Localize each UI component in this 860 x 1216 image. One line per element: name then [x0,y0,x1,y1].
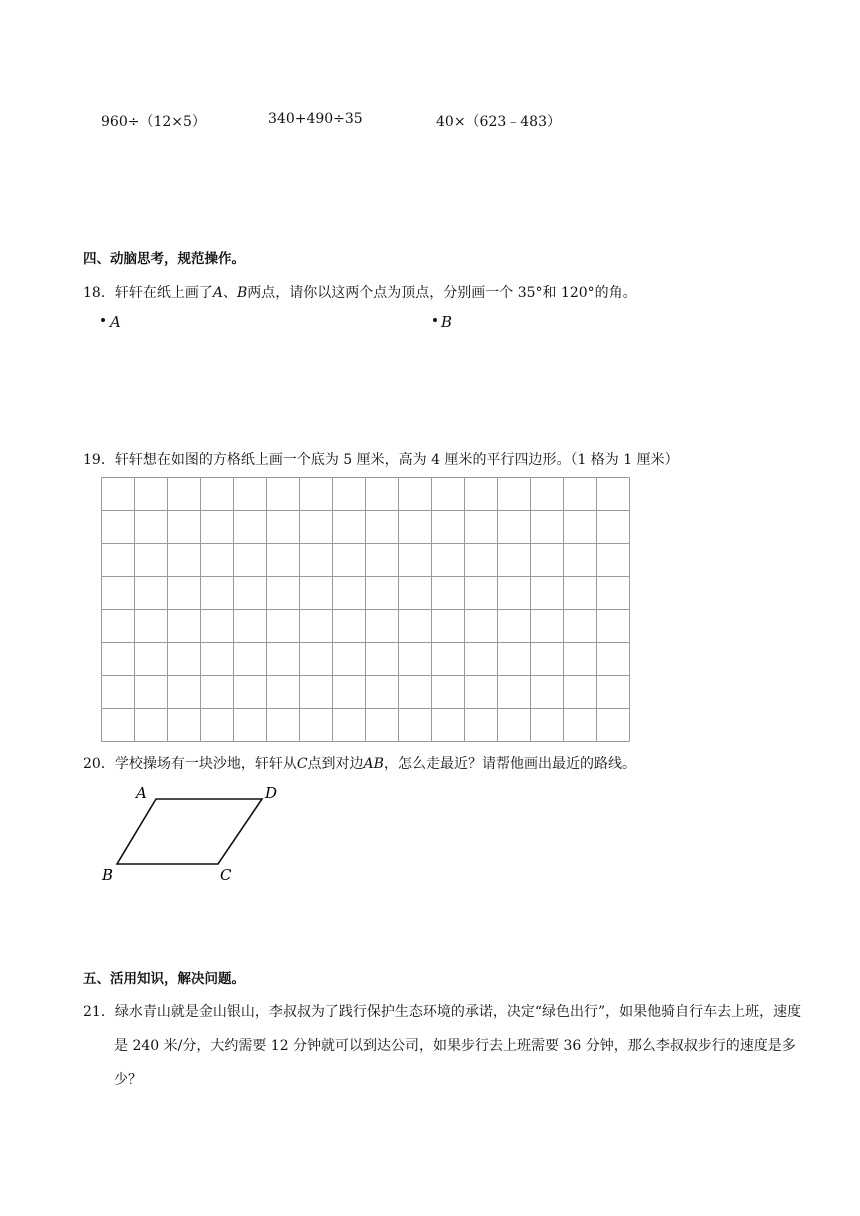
expression-2: 340+490÷35 [268,111,363,127]
question-number: 21． [83,1004,115,1020]
parallelogram-figure[interactable] [98,782,288,886]
question-18 [83,282,637,302]
point-a-label: A [110,313,121,331]
question-20 [83,753,636,773]
separator: 、 [222,285,237,301]
question-text-pre: 学校操场有一块沙地，轩轩从 [114,756,297,772]
question-number: 18． [83,285,115,301]
question-number: 20． [83,756,115,772]
question-text: 绿水青山就是金山银山，李叔叔为了践行保护生态环境的承诺，决定“绿色出行”，如果他骑自行车去上班，速度是 240 米/分，大约需要 12 分钟就可以到达公司，如果步行去上班需要 36 分钟，那么李叔叔步行的速度是多少？ [114,1004,802,1088]
var-ab: AB [363,756,384,772]
expression-3: 40×（623﹣483） [436,114,561,130]
vertex-b-label: B [102,866,114,884]
section-4-title: 四、动脑思考，规范操作。 [83,251,245,267]
parallelogram-abcd [117,799,262,864]
point-a-dot [101,318,105,322]
var-c: C [296,756,308,772]
point-b-label: B [441,313,453,331]
vertex-d-label: D [265,784,278,802]
question-text-post: 两点，请你以这两个点为顶点，分别画一个 35°和 120°的角。 [247,285,637,301]
grid-lines [102,478,630,742]
question-text: 轩轩想在如图的方格纸上画一个底为 5 厘米，高为 4 厘米的平行四边形。（1 格为 1 厘米） [114,452,679,468]
expression-1: 960÷（12×5） [101,114,206,130]
var-a: A [212,285,223,301]
vertex-a-label: A [136,784,147,802]
question-19 [83,449,679,469]
question-text-mid: 点到对边 [307,756,364,772]
vertex-c-label: C [220,866,232,884]
var-b: B [236,285,248,301]
square-grid-paper[interactable] [100,476,630,742]
section-5-title: 五、活用知识，解决问题。 [83,971,245,987]
question-number: 19． [83,452,115,468]
question-21 [83,995,814,1097]
question-text-pre: 轩轩在纸上画了 [114,285,213,301]
point-b-dot [433,318,437,322]
question-text-post: ，怎么走最近？请帮他画出最近的路线。 [383,756,636,772]
